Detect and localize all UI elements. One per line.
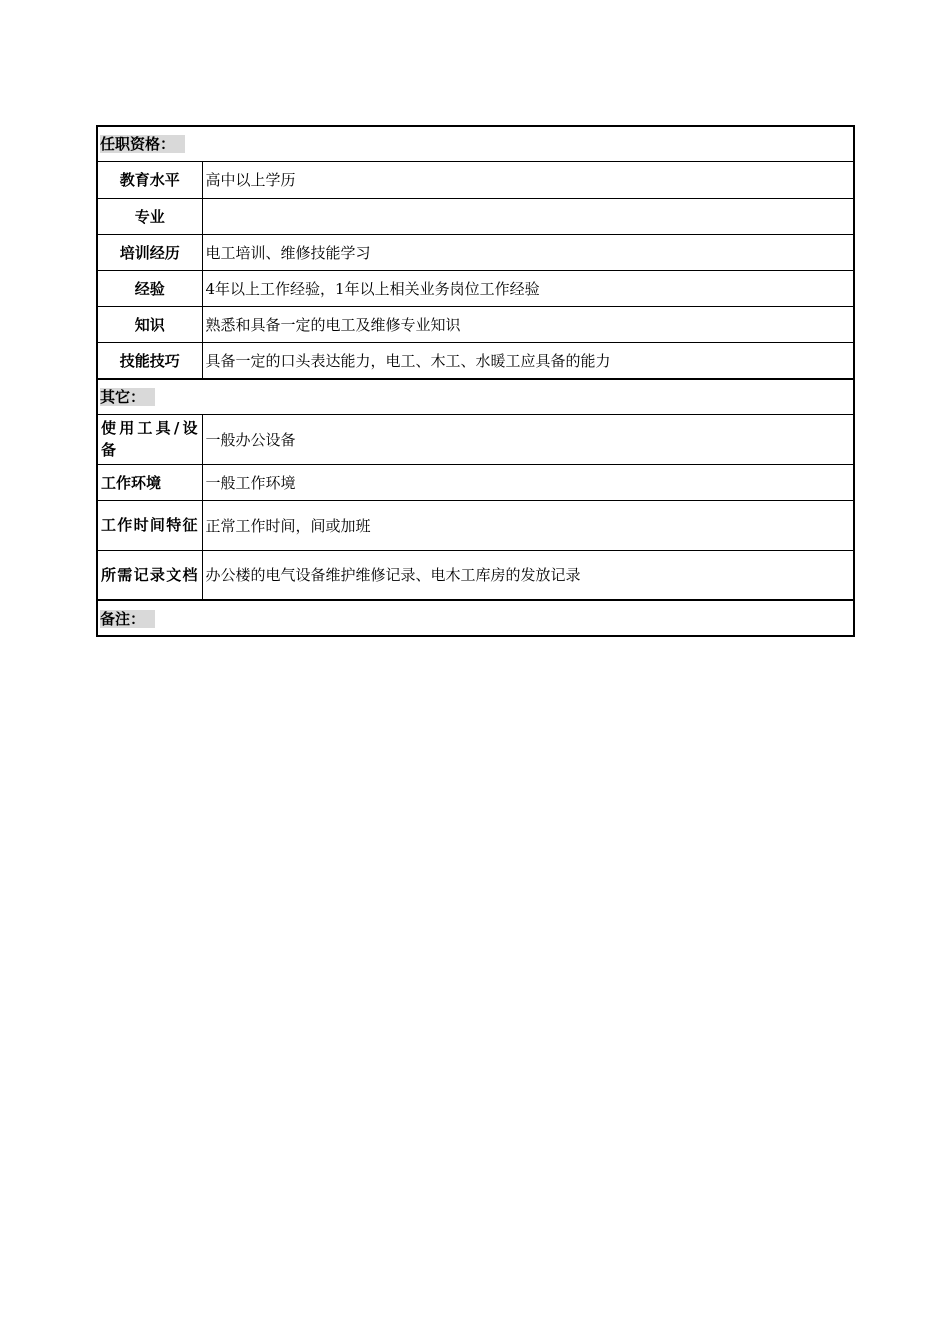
row-label-experience: 经验: [97, 270, 202, 306]
row-value-tools: 一般办公设备: [202, 414, 854, 464]
row-label-skills: 技能技巧: [97, 342, 202, 379]
row-label-knowledge: 知识: [97, 306, 202, 342]
table-row: [97, 500, 854, 550]
table-row: [97, 270, 854, 306]
row-value-major: [202, 198, 854, 234]
row-value-work-hours: 正常工作时间，间或加班: [202, 500, 854, 550]
section-row-other: [97, 379, 854, 414]
table-row: [97, 550, 854, 600]
row-value-skills: 具备一定的口头表达能力，电工、木工、水暖工应具备的能力: [202, 342, 854, 379]
table-row: [97, 414, 854, 464]
section-title: 其它：: [100, 388, 155, 406]
row-label-work-hours: 工作时间特征: [97, 500, 202, 550]
row-value-environment: 一般工作环境: [202, 464, 854, 500]
row-label-training: 培训经历: [97, 234, 202, 270]
section-row-qualifications: [97, 126, 854, 161]
section-title: 备注：: [100, 610, 155, 628]
section-header-remarks: [97, 600, 854, 636]
section-header-other: [97, 379, 854, 414]
row-label-tools: 使用工具/设备: [97, 414, 202, 464]
row-value-training: 电工培训、维修技能学习: [202, 234, 854, 270]
row-value-knowledge: 熟悉和具备一定的电工及维修专业知识: [202, 306, 854, 342]
section-title: 任职资格：: [100, 135, 185, 153]
row-value-records: 办公楼的电气设备维护维修记录、电木工库房的发放记录: [202, 550, 854, 600]
row-label-records: 所需记录文档: [97, 550, 202, 600]
table-row: [97, 198, 854, 234]
table-row: [97, 234, 854, 270]
row-label-environment: 工作环境: [97, 464, 202, 500]
section-row-remarks: [97, 600, 854, 636]
row-value-education: 高中以上学历: [202, 161, 854, 198]
table-row: [97, 306, 854, 342]
section-header-qualifications: [97, 126, 854, 161]
row-value-experience: 4年以上工作经验，1年以上相关业务岗位工作经验: [202, 270, 854, 306]
table-row: [97, 464, 854, 500]
table-row: [97, 161, 854, 198]
row-label-education: 教育水平: [97, 161, 202, 198]
row-label-major: 专业: [97, 198, 202, 234]
table-row: [97, 342, 854, 379]
job-requirements-table: [96, 125, 855, 637]
